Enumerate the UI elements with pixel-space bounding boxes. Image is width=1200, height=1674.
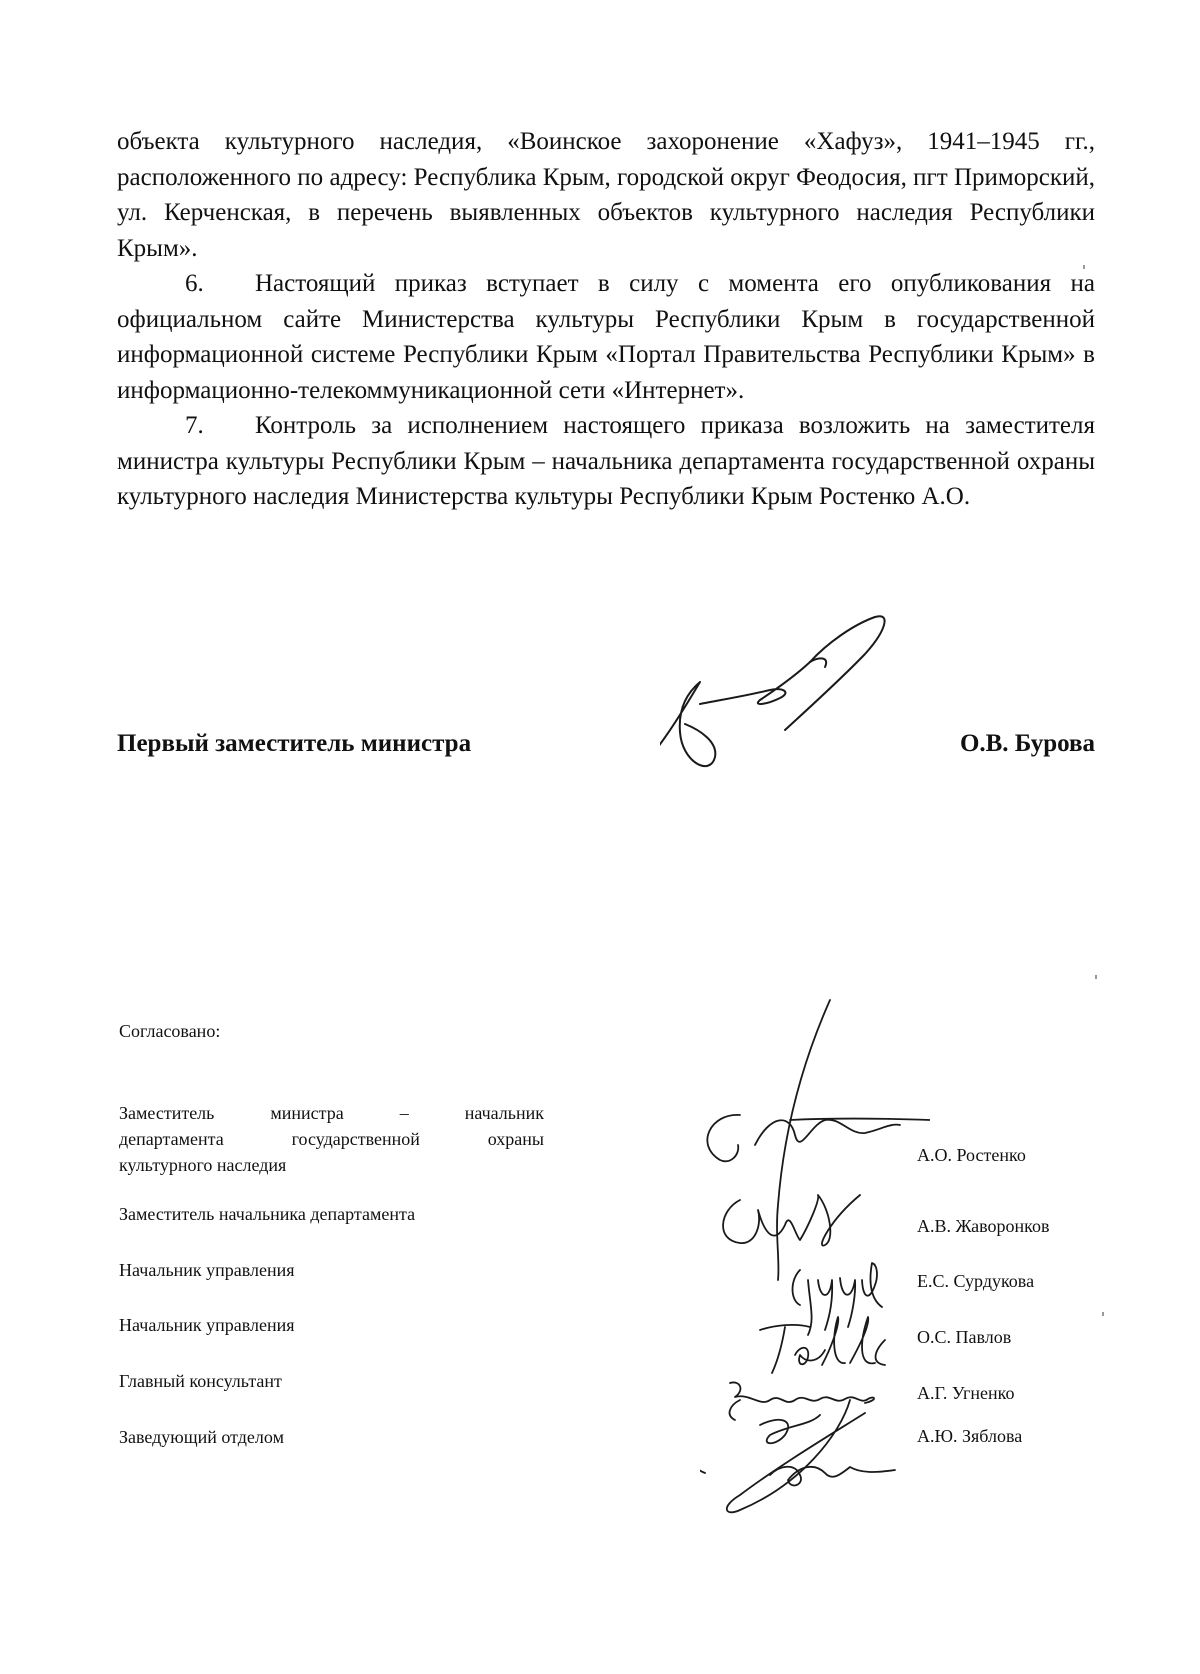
order-body-text <box>117 124 1095 515</box>
margin-speck <box>1083 265 1085 269</box>
paragraph-7 <box>117 408 1095 515</box>
approval-name-1: А.О. Ростенко <box>917 1145 1026 1165</box>
approval-signatures <box>700 995 930 1535</box>
paragraph-continuation: объекта культурного наследия, «Воинское захоронение «Хафуз», 1941–1945 гг., расположенного по адресу: Республика Крым, городской округ Феодосия, пгт Приморский, ул. Керченская, в перечень выявленных объектов культурного наследия Республики Крым». <box>117 128 1095 262</box>
approval-name-5: А.Г. Угненко <box>917 1383 1015 1403</box>
approval-position-6: Заведующий отделом <box>119 1427 284 1447</box>
approval-position-2: Заместитель начальника департамента <box>119 1204 416 1224</box>
paragraph-number: 6. <box>185 270 204 297</box>
paragraph-number: 7. <box>185 412 204 439</box>
signatory-title: Первый заместитель министра <box>117 730 472 757</box>
position-line: департамента государственной охраны <box>119 1129 544 1149</box>
paragraph-text: Настоящий приказ вступает в силу с момента его опубликования на официальном сайте Министерства культуры Республики Крым в государственной информационной системе Республики Крым «Портал Правительства Республики Крым» в информационно-телекоммуникационной сети «Интернет». <box>117 270 1095 404</box>
paragraph-6 <box>117 266 1095 408</box>
approval-name-2: А.В. Жаворонков <box>917 1216 1050 1236</box>
margin-speck <box>1095 975 1097 979</box>
approval-name-3: Е.С. Сурдукова <box>917 1271 1035 1291</box>
paragraph-text: Контроль за исполнением настоящего приказа возложить на заместителя министра культуры Республики Крым – начальника департамента государственной охраны культурного наследия Министерства культуры Республики Крым Ростенко А.О. <box>117 412 1095 510</box>
position-line: Заместитель министра – начальник <box>119 1103 544 1123</box>
signature-main <box>660 612 900 792</box>
signatory-name: О.В. Бурова <box>959 730 1095 757</box>
approval-position-3: Начальник управления <box>119 1260 295 1280</box>
approval-name-4: О.С. Павлов <box>917 1327 1012 1347</box>
approval-position-4: Начальник управления <box>119 1315 295 1335</box>
approval-name-6: А.Ю. Зяблова <box>917 1426 1023 1446</box>
approval-position-1 <box>119 1100 544 1178</box>
agreed-label: Согласовано: <box>119 1021 221 1041</box>
margin-speck <box>1102 1312 1104 1316</box>
approval-position-5: Главный консультант <box>119 1371 282 1391</box>
position-line: культурного наследия <box>119 1155 287 1175</box>
